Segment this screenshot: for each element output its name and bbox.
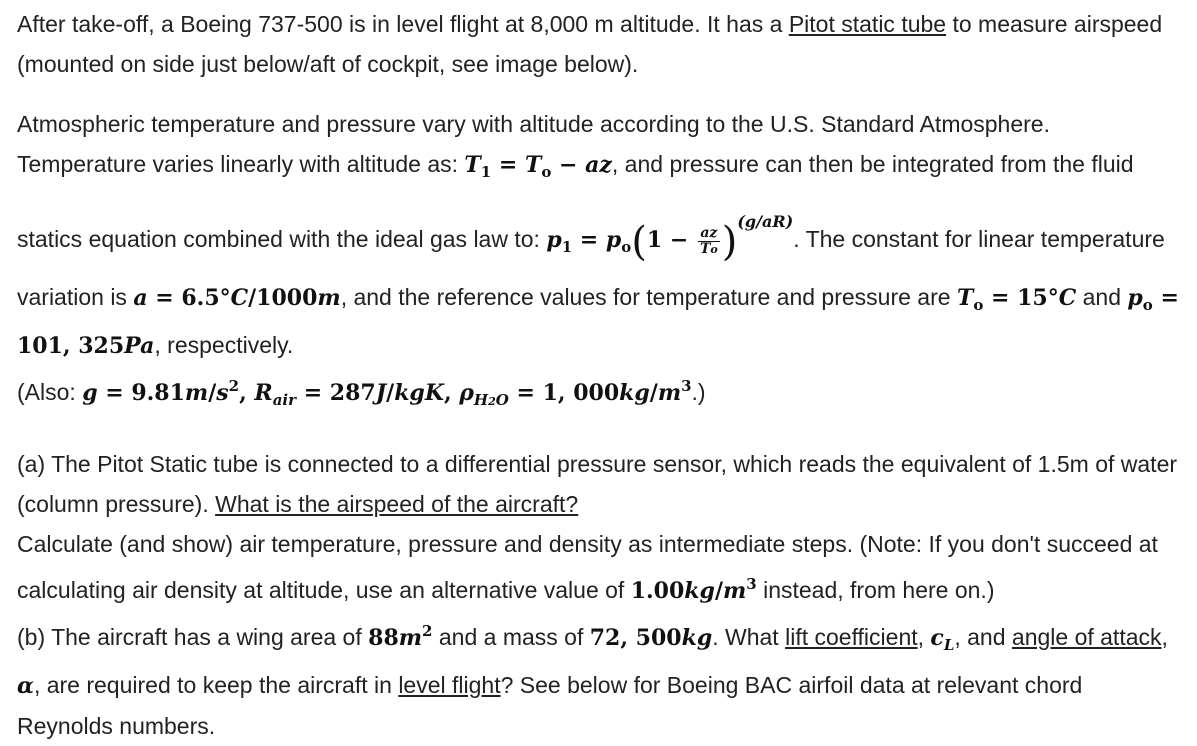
part-b-text-end: ? See below for Boeing BAC airfoil data at relevant chord Reynolds numbers. [17, 672, 1083, 739]
pitot-static-tube-link[interactable]: Pitot static tube [788, 11, 947, 37]
part-a-text: (a) The Pitot Static tube is connected to a differential pressure sensor, which reads the equivalent of 1.5m of water (column pressure). [17, 451, 1178, 517]
comma-1: , [917, 624, 931, 650]
part-b-text-7: , are required to keep the aircraft in [33, 672, 399, 698]
part-b-paragraph [17, 611, 1183, 746]
atmosphere-text-cont2: . The constant for linear temperature variation is [17, 226, 1165, 310]
atmosphere-text-end: , respectively. [154, 332, 294, 358]
reference-pressure: $p_o = 101$, 325Pa [17, 285, 1179, 359]
lift-coefficient-link[interactable]: lift coefficient [785, 624, 918, 650]
alternative-density: $1.00kg/m^3$ [630, 575, 757, 604]
temperature-equation: $T_1 = T_o$ − az [464, 152, 612, 181]
intro-paragraph [17, 4, 1183, 84]
and-text: and [1076, 284, 1128, 310]
airspeed-question-link[interactable]: What is the airspeed of the aircraft? [215, 491, 579, 517]
lift-coefficient-symbol: $c_L$ [930, 625, 955, 654]
atmosphere-text-cont: , and pressure can then be integrated from the fluid statics equation combined with the ideal gas law to: [17, 151, 1134, 252]
angle-of-attack-link[interactable]: angle of attack [1011, 624, 1162, 650]
also-close: .) [691, 379, 706, 405]
intro-text-cont: to measure airspeed (mounted on side just below/aft of cockpit, see image below). [17, 11, 1163, 77]
part-b-text-2: and a mass of [432, 624, 590, 650]
constants-equation: $g = 9.81m/s^2$, $R_{air} = 287J/kgK$, $\rho_{H2O} = 1$, $000kg/m^3$ [82, 377, 692, 409]
level-flight-link[interactable]: level flight [398, 672, 501, 698]
atmosphere-text: Atmospheric temperature and pressure vary with altitude according to the U.S. Standard Atmosphere. Temperature varies linearly with altitude as: [17, 111, 1050, 177]
intro-text: After take-off, a Boeing 737-500 is in level flight at 8,000 m altitude. It has a [17, 11, 789, 37]
wing-area: $88m^2$ [368, 622, 433, 651]
atmosphere-text-cont3: , and the reference values for temperature and pressure are [340, 284, 957, 310]
part-a-paragraph [17, 444, 1183, 611]
pressure-fraction-numerator: az [698, 226, 720, 242]
reference-temperature: $T_o = 15^\circ C$ [956, 285, 1077, 314]
part-b-text-3: . What [712, 624, 786, 650]
also-open: (Also: [17, 379, 83, 405]
pressure-exponent: (g/aR) [737, 212, 794, 231]
aircraft-mass: 72, 500kg [589, 625, 713, 651]
pressure-equation: $p_1 = p_o(1$ − $\frac{az}{To}$ )$^{(g/aR)}$ [546, 212, 794, 265]
part-a-instructions: Calculate (and show) air temperature, pressure and density as intermediate steps. (Note: If you don't succeed at calculating air density at altitude, use an alternative value of [17, 531, 1158, 603]
part-a-instructions-end: instead, from here on.) [756, 577, 995, 603]
part-b-text-5: , and [954, 624, 1012, 650]
lapse-rate-equation: a = 6.5°C/1000m [133, 285, 341, 311]
alpha-symbol: α [17, 673, 34, 699]
part-b-text: (b) The aircraft has a wing area of [17, 624, 369, 650]
comma-2: , [1161, 624, 1168, 650]
atmosphere-paragraph [17, 104, 1183, 422]
